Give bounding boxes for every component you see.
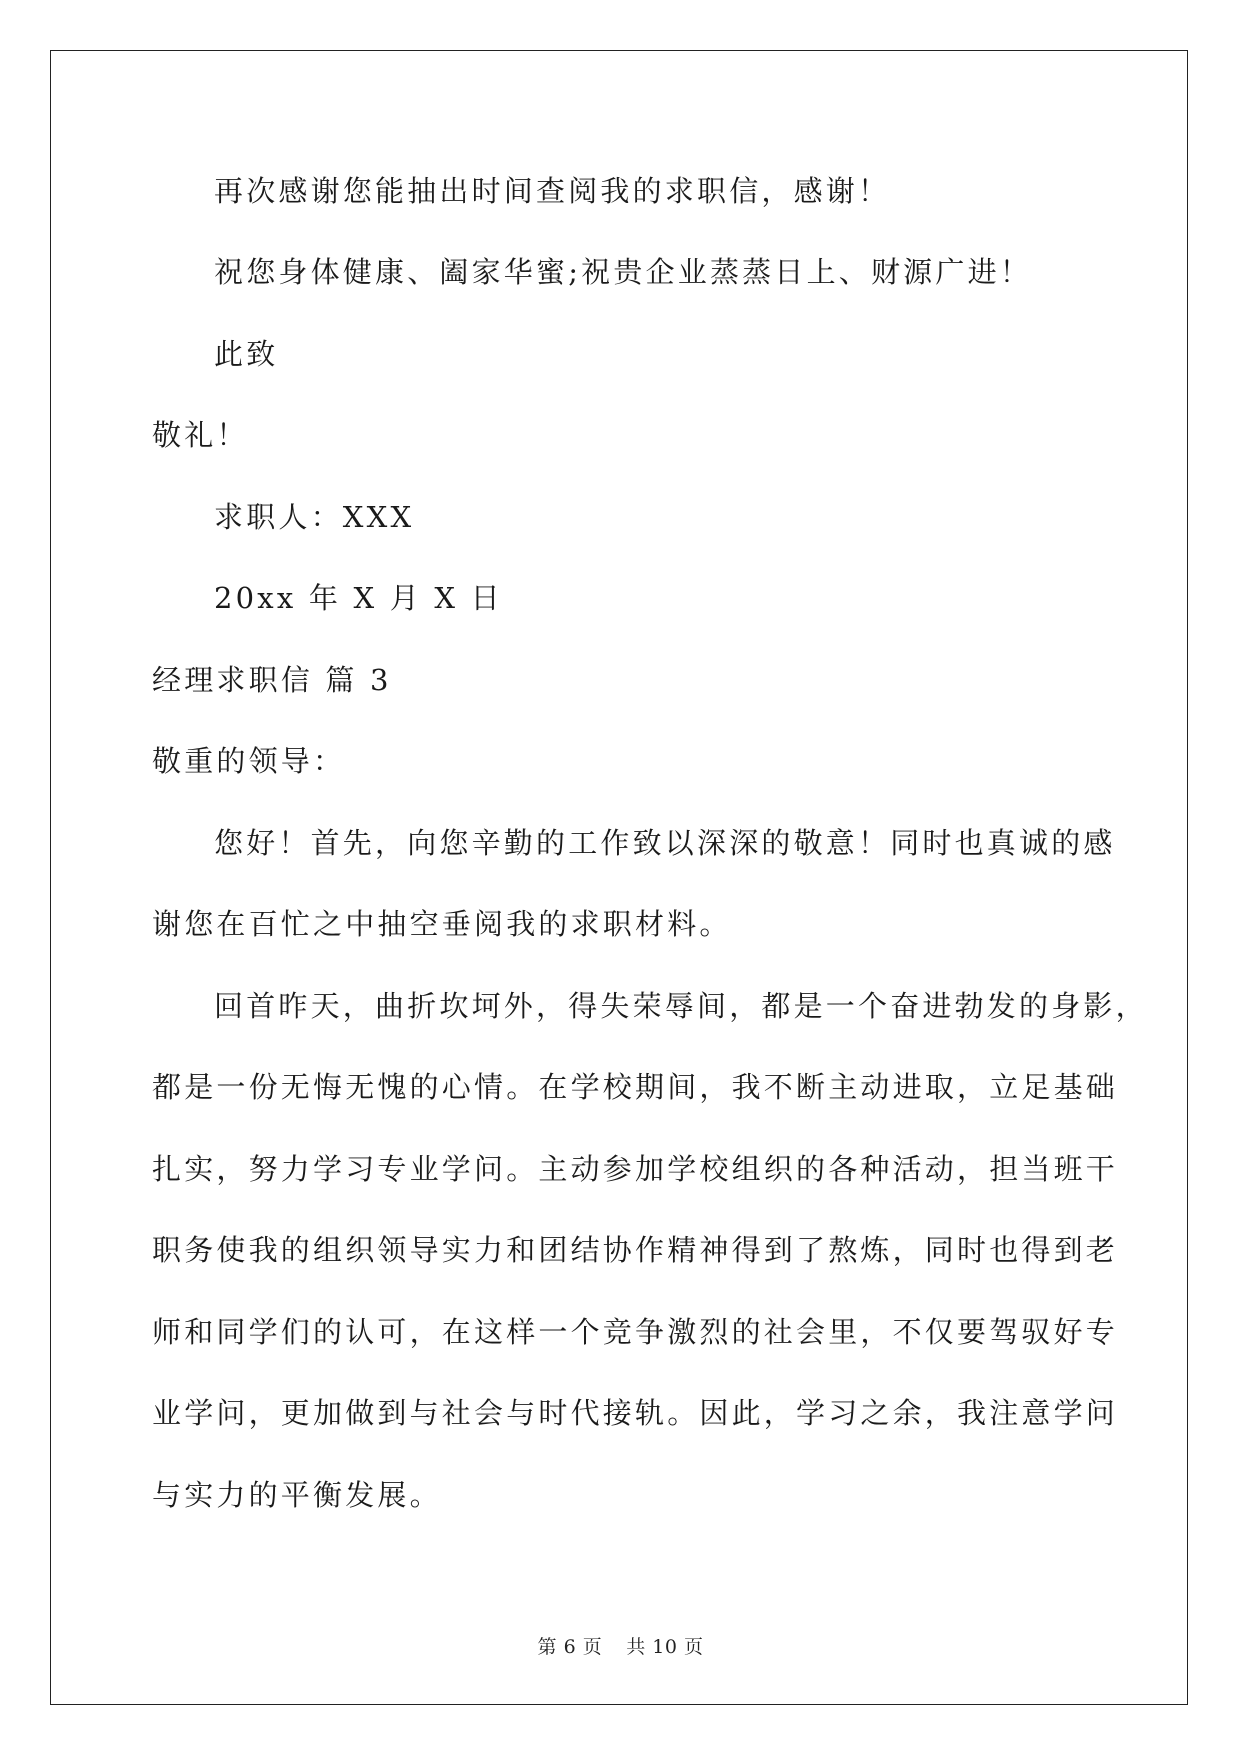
paragraph-2-line-1: 回首昨天，曲折坎坷外，得失荣辱间，都是一个奋进勃发的身影， <box>214 989 1148 1023</box>
paragraph-1-line-1: 您好！首先，向您辛勤的工作致以深深的敬意！同时也真诚的感 <box>214 826 1116 860</box>
paragraph-2-line-2: 都是一份无悔无愧的心情。在学校期间，我不断主动进取，立足基础 <box>152 1070 1119 1104</box>
page-number: 第 6 页 <box>537 1636 603 1658</box>
paragraph-2-line-5: 师和同学们的认可，在这样一个竞争激烈的社会里，不仅要驾驭好专 <box>152 1315 1119 1349</box>
page-border <box>50 50 1188 1705</box>
paragraph-2-line-4: 职务使我的组织领导实力和团结协作精神得到了熬炼，同时也得到老 <box>152 1233 1119 1267</box>
section-heading: 经理求职信 篇 3 <box>152 663 392 697</box>
salutation-jingli: 敬礼！ <box>152 418 249 452</box>
page-footer <box>0 1632 1241 1659</box>
letter-date: 20xx 年 X 月 X 日 <box>214 581 503 615</box>
paragraph-2-line-7: 与实力的平衡发展。 <box>152 1478 442 1512</box>
applicant-signature: 求职人：XXX <box>214 500 415 534</box>
paragraph-2-line-6: 业学问，更加做到与社会与时代接轨。因此，学习之余，我注意学问 <box>152 1396 1119 1430</box>
wishes-line: 祝您身体健康、阖家华蜜;祝贵企业蒸蒸日上、财源广进！ <box>214 255 1032 289</box>
paragraph-1-line-2: 谢您在百忙之中抽空垂阅我的求职材料。 <box>152 907 732 941</box>
salutation-cizhi: 此致 <box>214 337 279 371</box>
paragraph-2-line-3: 扎实，努力学习专业学问。主动参加学校组织的各种活动，担当班干 <box>152 1152 1119 1186</box>
page-total: 共 10 页 <box>626 1636 704 1658</box>
letter-greeting: 敬重的领导： <box>152 744 346 778</box>
closing-thanks-line: 再次感谢您能抽出时间查阅我的求职信，感谢！ <box>214 174 891 208</box>
